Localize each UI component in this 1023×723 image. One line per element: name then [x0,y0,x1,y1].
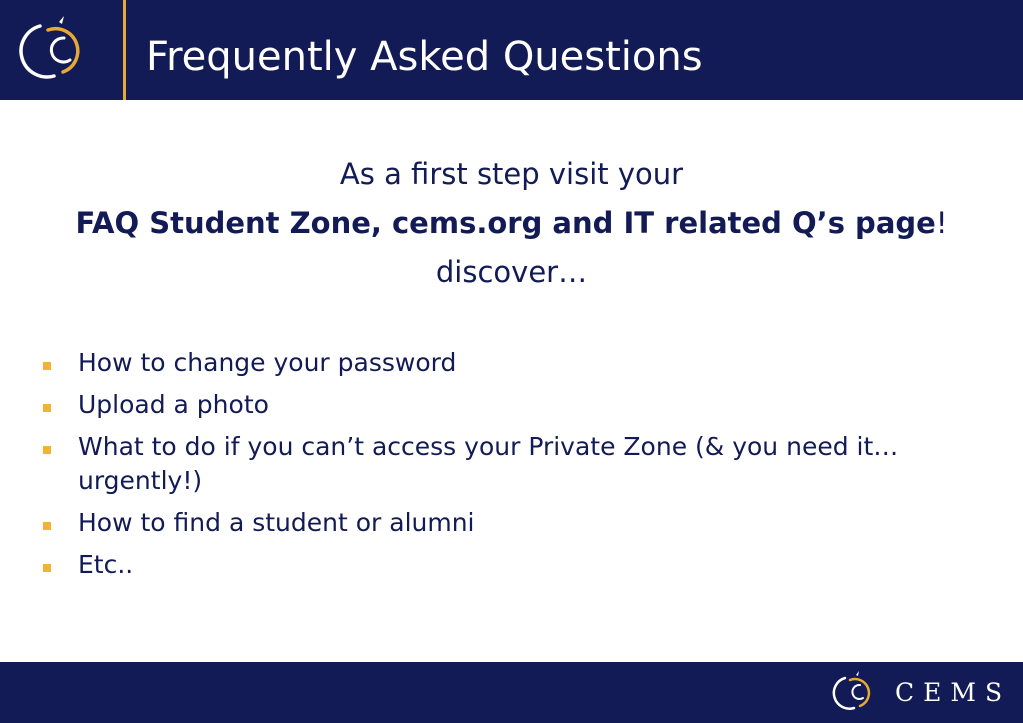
intro-line-2 [0,199,1023,248]
intro-exclamation: ! [935,206,948,240]
cems-logo-icon [830,668,884,716]
footer-brand-wordmark: CEMS [895,678,1012,707]
intro-block [0,150,1023,297]
page-title: Frequently Asked Questions [146,34,703,80]
list-item [40,430,920,498]
square-bullet-icon [43,446,51,454]
header-divider [123,0,126,100]
list-item-text: What to do if you can’t access your Private Zone (& you need it…urgently!) [78,432,899,495]
square-bullet-icon [43,564,51,572]
square-bullet-icon [43,404,51,412]
list-item-text: Upload a photo [78,390,269,419]
list-item [40,388,920,422]
square-bullet-icon [43,362,51,370]
intro-faq-links: FAQ Student Zone, cems.org and IT related Q’s page [75,206,936,240]
footer-bar [0,662,1023,723]
list-item-text: How to find a student or alumni [78,508,475,537]
faq-bullet-list [40,346,920,590]
cems-logo-icon [14,10,106,88]
list-item [40,346,920,380]
list-item [40,506,920,540]
intro-line-1: As a first step visit your [339,157,684,191]
list-item-text: How to change your password [78,348,457,377]
list-item [40,548,920,582]
square-bullet-icon [43,522,51,530]
list-item-text: Etc.. [78,550,134,579]
header-bar [0,0,1023,100]
intro-line-3: discover… [435,255,588,289]
